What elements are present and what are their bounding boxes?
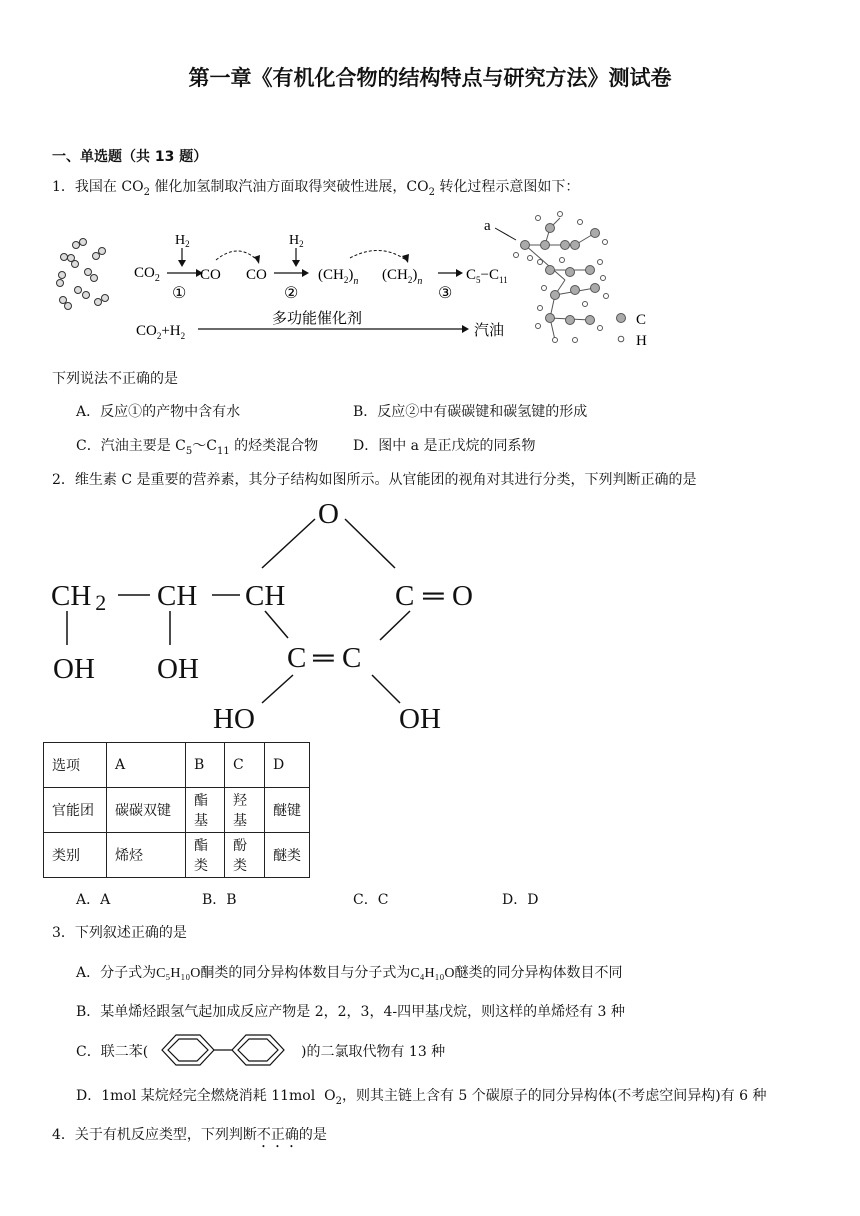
q1-text: 1．我国在 $CO_2$ 催化加氢制取汽油方面取得突破性进展，$CO_2$ 转化过程示意图如下： — [52, 179, 580, 198]
table-cell: 碳碳双键 — [107, 788, 186, 833]
oh-group-3: OH — [399, 703, 441, 735]
table-cell: 烯烃 — [107, 833, 186, 878]
enol-carbon-1: C — [287, 642, 307, 674]
q3-option-c[interactable]: C．联二苯( — [76, 1044, 149, 1060]
legend-c: C — [636, 312, 647, 328]
co-label-1: CO — [200, 267, 221, 283]
table-cell: 官能团 — [44, 788, 107, 833]
vitamin-c-structure — [40, 495, 500, 740]
oh-group-1: OH — [53, 653, 95, 685]
ch2-group: CH 2 — [51, 580, 107, 615]
q2-option-c[interactable]: C．C — [353, 892, 389, 908]
table-row — [44, 743, 310, 788]
carbonyl-oxygen: O — [452, 580, 473, 612]
q2-option-d[interactable]: D．D — [502, 892, 539, 908]
table-cell: C — [225, 743, 265, 788]
gasoline-label: 汽油 — [474, 323, 505, 339]
q1-option-b[interactable]: B．反应②中有碳碳键和碳氢键的形成 — [353, 404, 588, 420]
table-cell: A — [107, 743, 186, 788]
label-a: a — [484, 218, 491, 234]
ch-group-2: CH — [245, 580, 286, 612]
bottom-reactants: $CO_2+H_2$ — [136, 323, 186, 341]
catalyst-label: 多功能催化剂 — [272, 311, 363, 327]
co2-molecules-icon — [57, 239, 109, 310]
biphenyl-structure-icon — [150, 1031, 300, 1069]
h2-label-1: $H_2$ — [175, 233, 190, 249]
q3-option-b[interactable]: B．某单烯烃跟氢气起加成反应产物是 2，2，3，4-四甲基戊烷，则这样的单烯烃有 3 种 — [76, 1004, 625, 1020]
table-cell: 羟基 — [225, 788, 265, 833]
h2-label-2: $H_2$ — [289, 233, 304, 249]
co2-label: $CO_2$ — [134, 265, 160, 284]
carbonyl-double-bond: ═ — [423, 580, 444, 612]
section-heading: 一、单选题（共 13 题） — [52, 149, 208, 165]
co2-conversion-diagram — [50, 200, 670, 360]
question-4-stem: 4．关于有机反应类型，下列判断不正确的是 — [52, 1127, 327, 1143]
question-2-stem: 2．维生素 C 是重要的营养素，其分子结构如图所示。从官能团的视角对其进行分类，下列判断正确的是 — [52, 472, 697, 488]
question-3-stem: 3．下列叙述正确的是 — [52, 925, 187, 941]
q3-option-c-tail: )的二氯取代物有 13 种 — [301, 1044, 446, 1060]
table-cell: 酯类 — [186, 833, 225, 878]
q2-option-a[interactable]: A．A — [76, 892, 111, 908]
table-cell: 酚类 — [225, 833, 265, 878]
q1-option-a[interactable]: A．反应①的产物中含有水 — [76, 404, 241, 420]
table-cell: 醚键 — [265, 788, 310, 833]
step-1-marker: ① — [172, 285, 187, 302]
table-cell: B — [186, 743, 225, 788]
step-2-marker: ② — [284, 285, 299, 302]
table-cell: D — [265, 743, 310, 788]
question-1-stem — [52, 176, 579, 198]
table-cell: 选项 — [44, 743, 107, 788]
co-label-2: CO — [246, 267, 267, 283]
table-row — [44, 833, 310, 878]
table-cell: 类别 — [44, 833, 107, 878]
q3-option-a[interactable]: A．分子式为C₅H₁₀O酮类的同分异构体数目与分子式为C₄H₁₀O醚类的同分异构体数目不同 — [76, 965, 623, 981]
q1-option-c[interactable]: C．汽油主要是 $C_5\sim C_{11}$ 的烃类混合物 — [76, 438, 319, 457]
ch2n-label-2: $(CH_2)_n$ — [382, 267, 423, 287]
table-cell: 酯基 — [186, 788, 225, 833]
q1-prompt: 下列说法不正确的是 — [52, 371, 178, 387]
carbonyl-carbon: C — [395, 580, 415, 612]
enol-double-bond: ═ — [313, 642, 334, 674]
ho-group: HO — [213, 703, 255, 735]
vitamin-c-table — [43, 742, 310, 878]
legend-h: H — [636, 333, 647, 349]
q1-option-d[interactable]: D．图中 a 是正戊烷的同系物 — [353, 438, 536, 454]
ring-oxygen: O — [318, 498, 339, 530]
q3-option-d[interactable]: D．1mol 某烷烃完全燃烧消耗 11mol $O_2$，则其主链上含有 5 个碳原子的同分异构体(不考虑空间异构)有 6 种 — [76, 1088, 767, 1107]
carbon-legend-icon — [617, 314, 626, 323]
c5-c11-label: $C_5-C_{11}$ — [466, 267, 508, 285]
page-title: 第一章《有机化合物的结构特点与研究方法》测试卷 — [188, 65, 672, 90]
table-cell: 醚类 — [265, 833, 310, 878]
table-row — [44, 788, 310, 833]
oh-group-2: OH — [157, 653, 199, 685]
hydrogen-legend-icon — [618, 336, 624, 342]
enol-carbon-2: C — [342, 642, 362, 674]
step-3-marker: ③ — [438, 285, 453, 302]
hydrocarbon-models-icon — [514, 212, 609, 343]
ch-group-1: CH — [157, 580, 198, 612]
q2-option-b[interactable]: B．B — [202, 892, 237, 908]
ch2n-label-1: $(CH_2)_n$ — [318, 267, 359, 287]
